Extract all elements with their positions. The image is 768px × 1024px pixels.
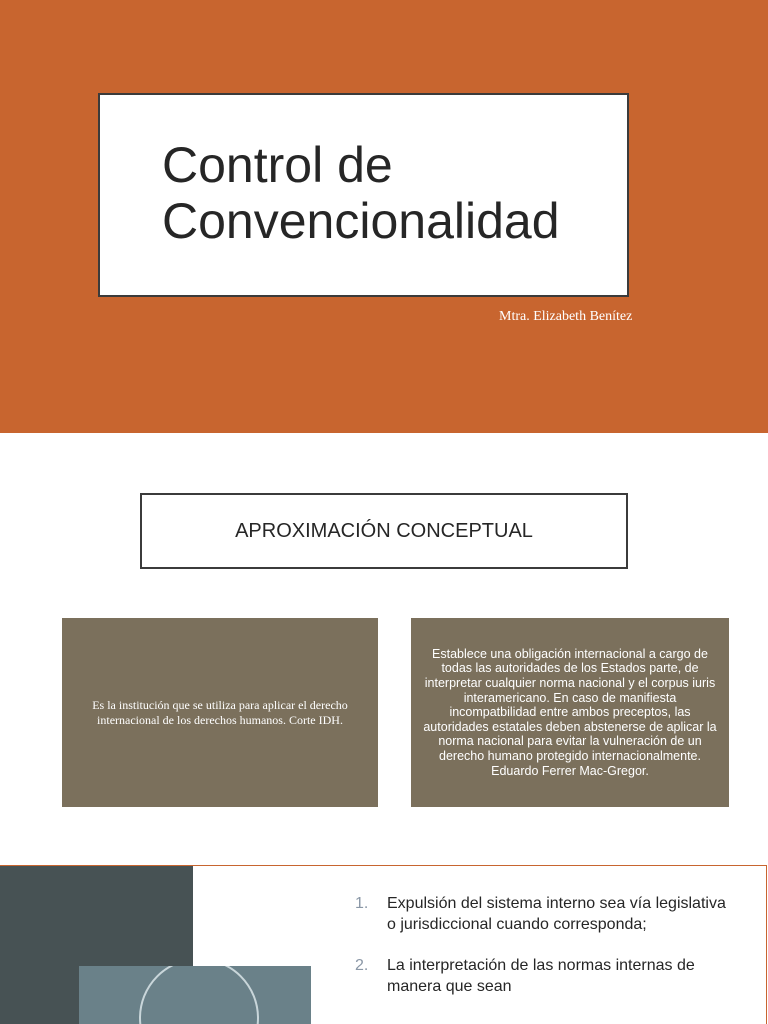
section-heading: APROXIMACIÓN CONCEPTUAL <box>235 519 533 542</box>
definition-text-left: Es la institución que se utiliza para aplicar el derecho internacional de los derechos humanos. Corte IDH. <box>92 697 348 727</box>
list-number: 1. <box>355 895 369 912</box>
circle-arc-shape <box>139 966 259 1024</box>
title-slide <box>0 0 768 433</box>
definition-card-right <box>411 618 729 807</box>
list-number: 2. <box>355 957 369 974</box>
title-line-2: Convencionalidad <box>162 193 560 249</box>
heading-box <box>140 493 628 569</box>
definition-card-left <box>62 618 378 807</box>
list-text: La interpretación de las normas internas de manera que sean <box>387 957 695 995</box>
slide-image <box>79 966 311 1024</box>
list-item <box>355 893 735 935</box>
numbered-list <box>355 893 735 1017</box>
list-text: Expulsión del sistema interno sea vía legislativa o jurisdiccional cuando corresponda; <box>387 895 726 933</box>
concept-slide <box>0 433 768 865</box>
list-slide <box>0 865 768 1024</box>
slide-title <box>162 137 560 249</box>
title-box <box>98 93 629 297</box>
list-item <box>355 955 735 997</box>
definition-text-right: Establece una obligación internacional a cargo de todas las autoridades de los Estados parte, de interpretar cualquier norma nacional y el corpus iuris interamericano. En caso de manifiesta incompatbilidad entre ambos preceptos, las autoridades estatales deben abstenerse de aplicar la norma nacional para evitar la vulneración de un derecho humano protegido internacionalmente. Eduardo Ferrer Mac-Gregor. <box>423 646 717 778</box>
author-name: Mtra. Elizabeth Benítez <box>499 309 633 324</box>
title-line-1: Control de <box>162 137 393 193</box>
